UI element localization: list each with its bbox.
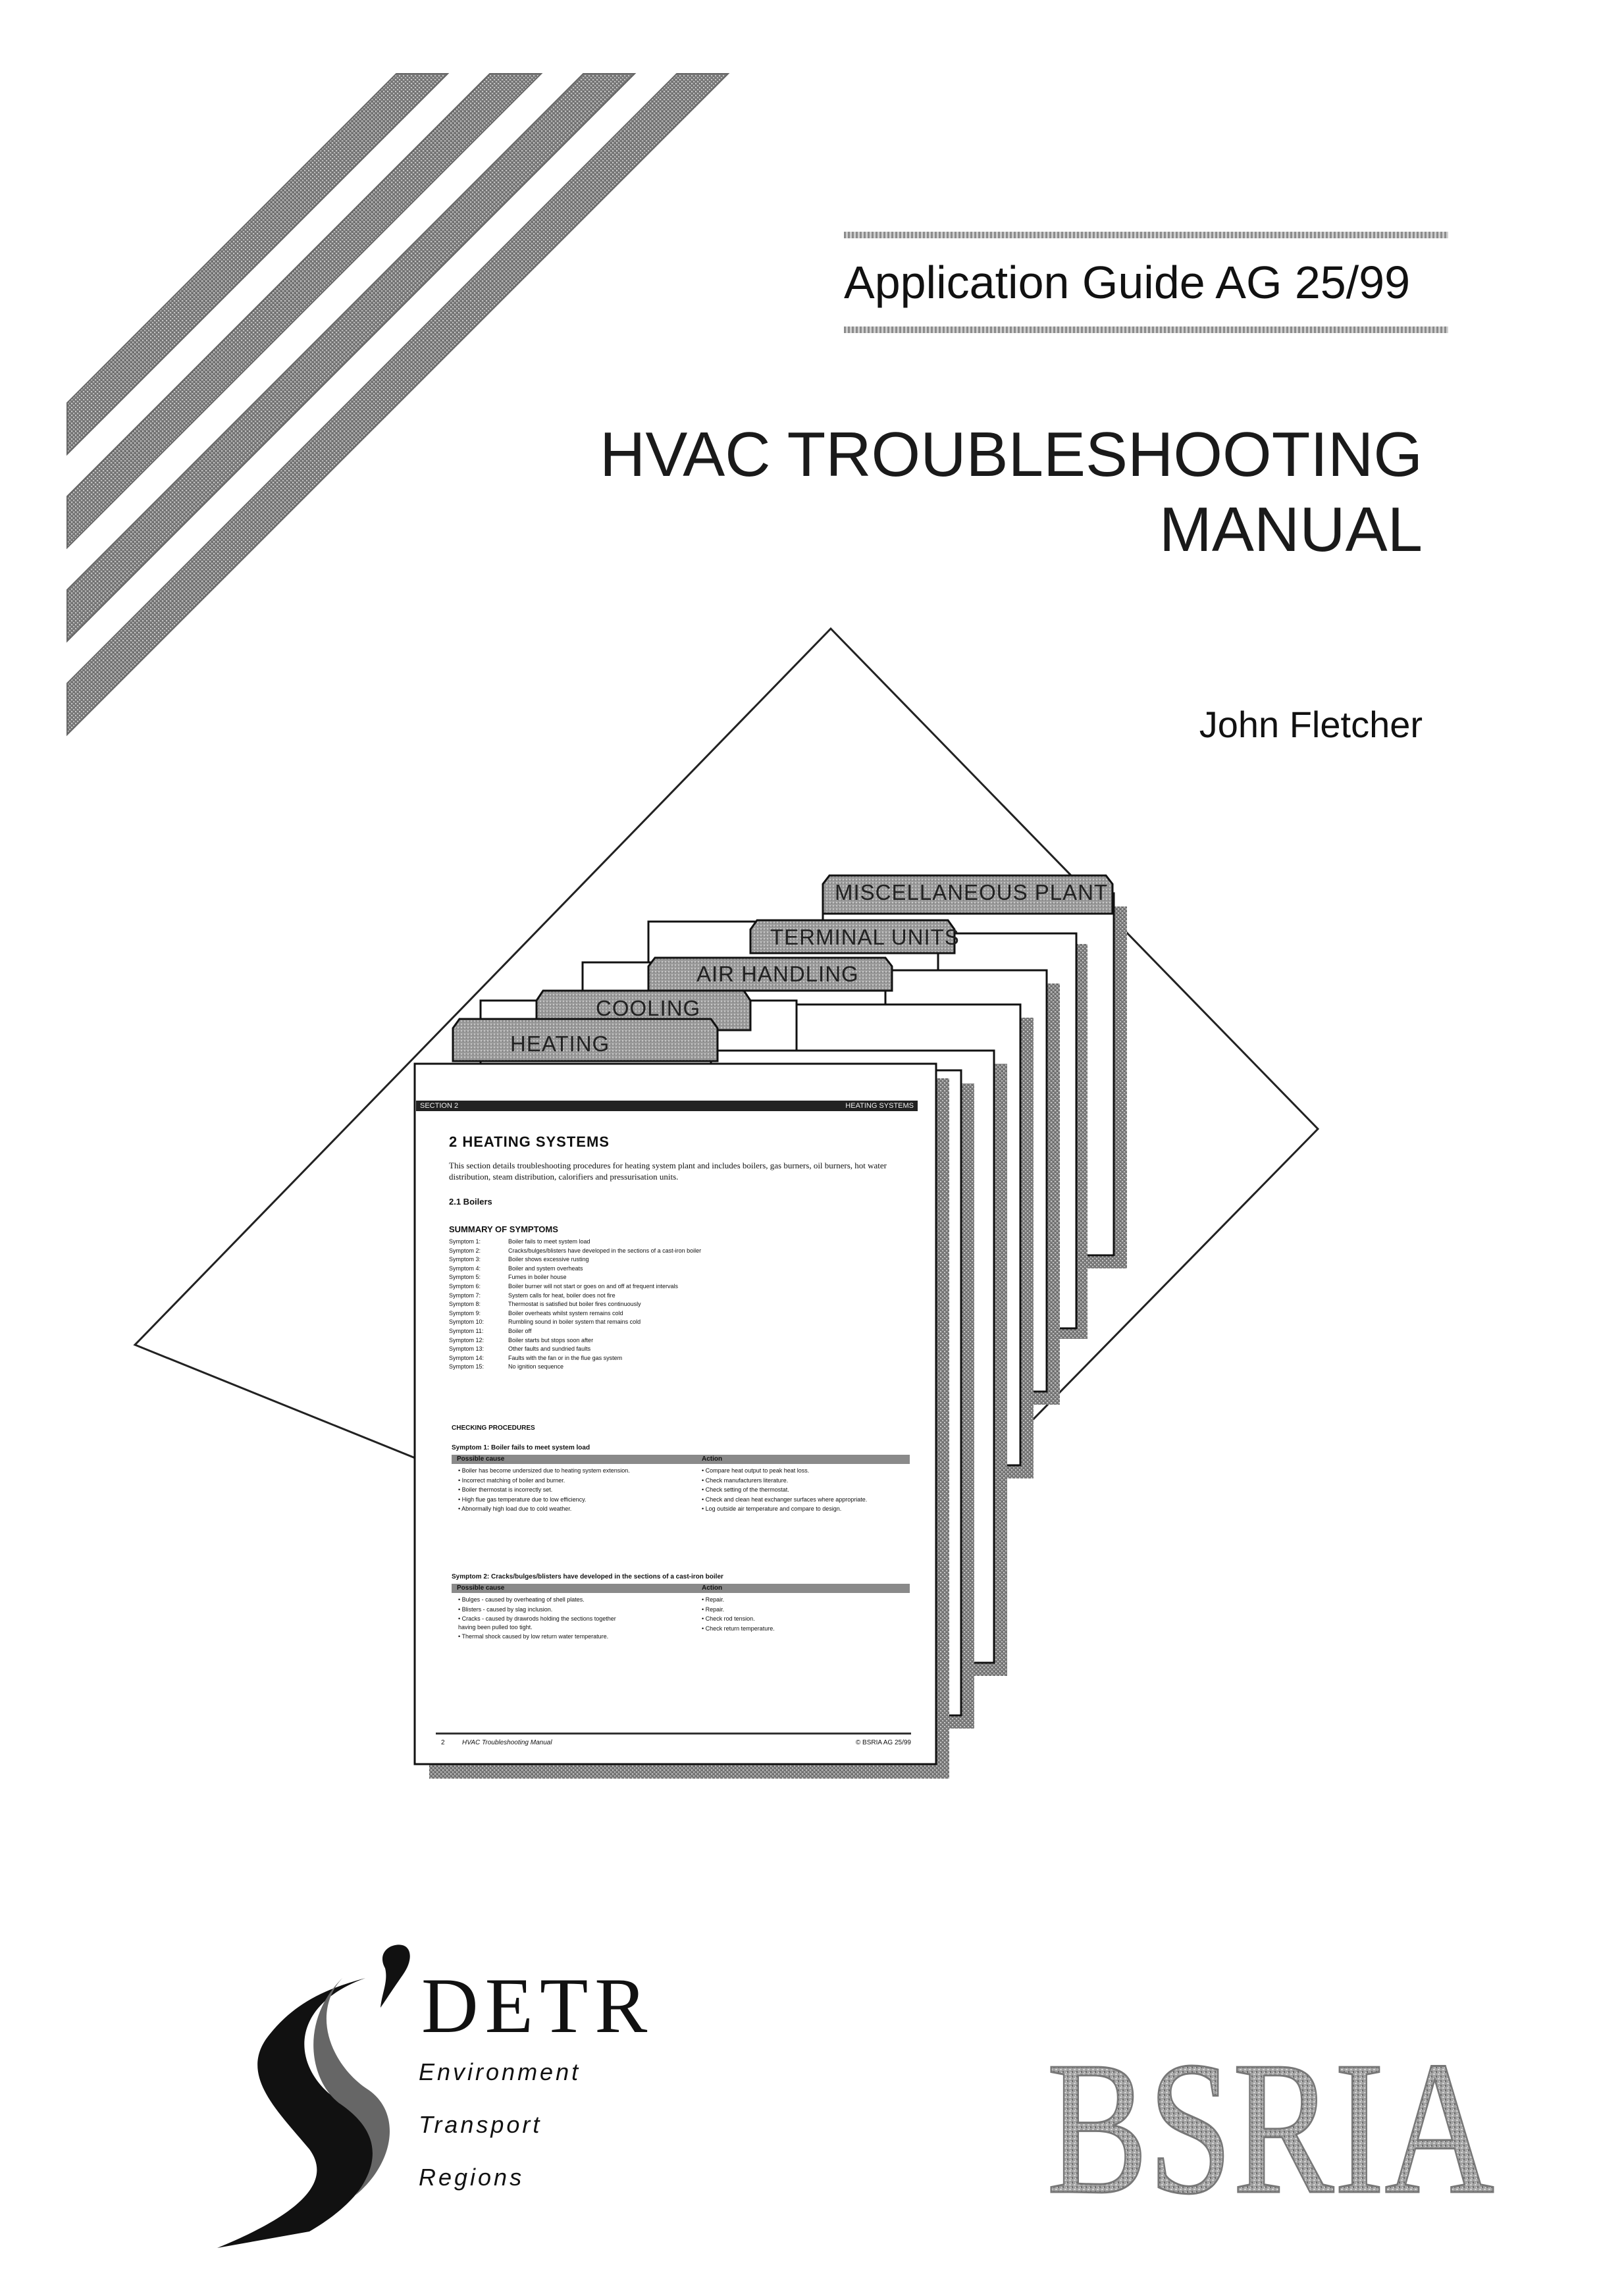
manual-title-line-1: HVAC TROUBLESHOOTING bbox=[600, 419, 1423, 490]
symptom-item bbox=[449, 1238, 910, 1247]
symptom-item bbox=[449, 1354, 910, 1363]
symptom-label: Symptom 11: bbox=[449, 1327, 484, 1334]
symptom-text: Other faults and sundried faults bbox=[508, 1345, 591, 1353]
symptom-1-actions bbox=[702, 1467, 906, 1515]
symptom-label: Symptom 14: bbox=[449, 1354, 485, 1361]
symptom-text: No ignition sequence bbox=[508, 1363, 564, 1370]
col-action-label: Action bbox=[702, 1584, 723, 1592]
footer-title: HVAC Troubleshooting Manual bbox=[462, 1739, 552, 1746]
col-cause-label: Possible cause bbox=[457, 1584, 505, 1592]
action-item: • Check and clean heat exchanger surfaces where appropriate. bbox=[702, 1496, 868, 1503]
symptom-list bbox=[449, 1238, 910, 1372]
symptom-label: Symptom 7: bbox=[449, 1292, 481, 1299]
subsection-heading: 2.1 Boilers bbox=[449, 1197, 492, 1207]
symptom-item bbox=[449, 1247, 910, 1256]
symptom-1-title: Symptom 1: Boiler fails to meet system load bbox=[452, 1444, 590, 1451]
action-item: • Compare heat output to peak heat loss. bbox=[702, 1467, 810, 1474]
symptom-2-causes bbox=[458, 1596, 623, 1642]
guide-rule-bottom bbox=[844, 326, 1448, 333]
footer-rule bbox=[436, 1733, 911, 1735]
symptom-1-table bbox=[452, 1467, 910, 1565]
symptom-text: Cracks/bulges/blisters have developed in the sections of a cast-iron boiler bbox=[508, 1247, 702, 1254]
symptom-text: Boiler shows excessive rusting bbox=[508, 1256, 589, 1263]
manual-title-line-2: MANUAL bbox=[1159, 494, 1423, 565]
summary-title: SUMMARY OF SYMPTOMS bbox=[449, 1224, 558, 1234]
footer-page-number: 2 bbox=[441, 1739, 445, 1746]
cause-item: • Blisters - caused by slag inclusion. bbox=[458, 1605, 553, 1613]
cause-item: • Cracks - caused by drawrods holding the sections together having been pulled too tight. bbox=[458, 1615, 616, 1631]
cause-item: • Boiler thermostat is incorrectly set. bbox=[458, 1486, 553, 1493]
symptom-item bbox=[449, 1318, 910, 1327]
symptom-text: Faults with the fan or in the flue gas system bbox=[508, 1354, 623, 1361]
symptom-label: Symptom 2: bbox=[449, 1247, 481, 1254]
cause-item: • High flue gas temperature due to low efficiency. bbox=[458, 1496, 587, 1503]
symptom-item bbox=[449, 1363, 910, 1372]
symptom-label: Symptom 5: bbox=[449, 1274, 481, 1281]
symptom-text: Boiler overheats whilst system remains cold bbox=[508, 1309, 623, 1317]
action-item: • Log outside air temperature and compare to design. bbox=[702, 1505, 842, 1512]
symptom-2-actions bbox=[702, 1596, 906, 1634]
symptom-item bbox=[449, 1345, 910, 1354]
action-item: • Check manufacturers literature. bbox=[702, 1476, 789, 1484]
symptom-item bbox=[449, 1292, 910, 1301]
symptom-text: Boiler burner will not start or goes on and off at frequent intervals bbox=[508, 1282, 678, 1290]
author-name: John Fletcher bbox=[1199, 704, 1423, 745]
action-item: • Repair. bbox=[702, 1605, 725, 1613]
detr-line-regions: Regions bbox=[419, 2164, 525, 2191]
symptom-item bbox=[449, 1265, 910, 1274]
symptom-2-table-header bbox=[452, 1584, 910, 1593]
action-item: • Repair. bbox=[702, 1596, 725, 1603]
tab-terminal-units: TERMINAL UNITS bbox=[770, 925, 960, 949]
symptom-label: Symptom 4: bbox=[449, 1265, 481, 1272]
symptom-text: Thermostat is satisfied but boiler fires continuously bbox=[508, 1301, 641, 1308]
symptom-label: Symptom 15: bbox=[449, 1363, 485, 1370]
symptom-text: Fumes in boiler house bbox=[508, 1274, 567, 1281]
symptom-label: Symptom 6: bbox=[449, 1282, 481, 1290]
symptom-item bbox=[449, 1327, 910, 1336]
symptom-item bbox=[449, 1336, 910, 1345]
col-action-label: Action bbox=[702, 1455, 723, 1463]
symptom-item bbox=[449, 1255, 910, 1265]
symptom-1-table-header bbox=[452, 1455, 910, 1464]
symptom-2-title: Symptom 2: Cracks/bulges/blisters have developed in the sections of a cast-iron boiler bbox=[452, 1573, 723, 1580]
cause-item: • Thermal shock caused by low return water temperature. bbox=[458, 1633, 609, 1640]
symptom-label: Symptom 1: bbox=[449, 1238, 481, 1245]
footer-reference: © BSRIA AG 25/99 bbox=[855, 1739, 911, 1746]
symptom-label: Symptom 10: bbox=[449, 1318, 485, 1326]
diagonal-stripes bbox=[67, 74, 728, 735]
cause-item: • Incorrect matching of boiler and burner. bbox=[458, 1476, 565, 1484]
checking-procedures-title: CHECKING PROCEDURES bbox=[452, 1424, 535, 1432]
symptom-text: Rumbling sound in boiler system that remains cold bbox=[508, 1318, 641, 1326]
symptom-item bbox=[449, 1309, 910, 1318]
tab-heating: HEATING bbox=[510, 1031, 610, 1056]
symptom-label: Symptom 9: bbox=[449, 1309, 481, 1317]
detr-line-environment: Environment bbox=[419, 2058, 581, 2085]
symptom-2-table bbox=[452, 1596, 910, 1701]
header-section-title: HEATING SYSTEMS bbox=[845, 1102, 914, 1110]
guide-rule-top bbox=[844, 232, 1448, 238]
cause-item: • Bulges - caused by overheating of shell plates. bbox=[458, 1596, 585, 1603]
application-guide-label: Application Guide AG 25/99 bbox=[844, 257, 1411, 308]
cause-item: • Abnormally high load due to cold weather. bbox=[458, 1505, 572, 1512]
page-header-bar bbox=[416, 1101, 918, 1111]
col-cause-label: Possible cause bbox=[457, 1455, 505, 1463]
symptom-label: Symptom 13: bbox=[449, 1345, 485, 1353]
symptom-text: Boiler and system overheats bbox=[508, 1265, 583, 1272]
detr-logo-mark bbox=[217, 1944, 410, 2248]
header-section-label: SECTION 2 bbox=[420, 1102, 459, 1110]
symptom-item bbox=[449, 1282, 910, 1292]
symptom-text: Boiler starts but stops soon after bbox=[508, 1336, 594, 1344]
symptom-item bbox=[449, 1273, 910, 1282]
symptom-item bbox=[449, 1300, 910, 1309]
cause-item: • Boiler has become undersized due to heating system extension. bbox=[458, 1467, 630, 1474]
front-document-page bbox=[416, 1065, 937, 1764]
symptom-label: Symptom 3: bbox=[449, 1256, 481, 1263]
action-item: • Check setting of the thermostat. bbox=[702, 1486, 789, 1493]
symptom-1-causes bbox=[458, 1467, 695, 1515]
section-heading: 2 HEATING SYSTEMS bbox=[449, 1134, 610, 1150]
symptom-text: Boiler off bbox=[508, 1327, 532, 1334]
symptom-label: Symptom 8: bbox=[449, 1301, 481, 1308]
symptom-label: Symptom 12: bbox=[449, 1336, 485, 1344]
action-item: • Check rod tension. bbox=[702, 1615, 755, 1622]
symptom-text: Boiler fails to meet system load bbox=[508, 1238, 590, 1245]
symptom-text: System calls for heat, boiler does not fire bbox=[508, 1292, 616, 1299]
bsria-logo: BSRIA bbox=[1047, 2022, 1494, 2233]
tab-misc-plant: MISCELLANEOUS PLANT bbox=[835, 880, 1109, 904]
detr-logo-name: DETR bbox=[421, 1962, 654, 2049]
section-intro: This section details troubleshooting procedures for heating system plant and includes boilers, gas burners, oil burners, hot water distribution, steam distribution, calorifiers and pressurisation units. bbox=[449, 1161, 887, 1182]
action-item: • Check return temperature. bbox=[702, 1625, 775, 1632]
tab-cooling: COOLING bbox=[596, 996, 701, 1020]
detr-line-transport: Transport bbox=[419, 2111, 542, 2138]
tab-air-handling: AIR HANDLING bbox=[696, 962, 859, 986]
